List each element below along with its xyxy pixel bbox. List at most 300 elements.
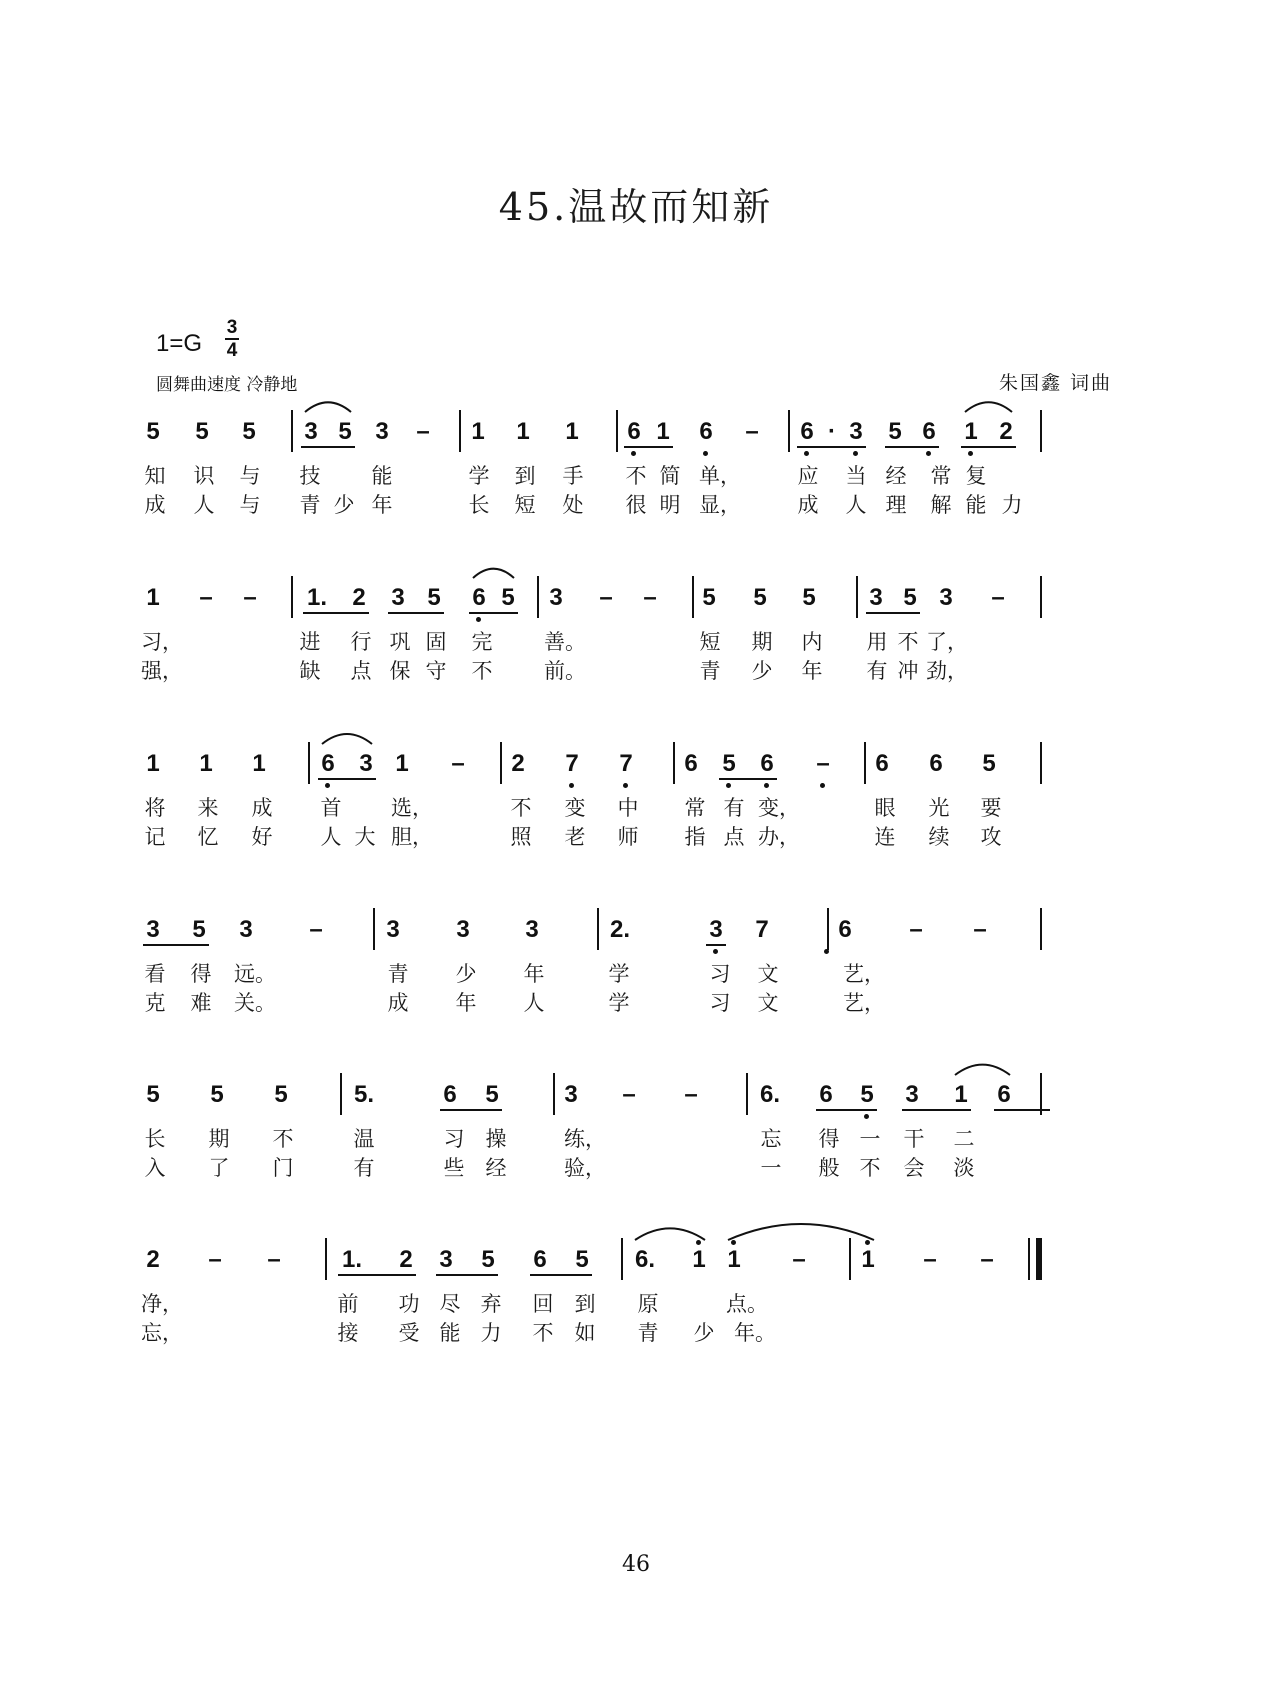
lyric-syllable: 短 <box>699 630 721 654</box>
note: 3 <box>849 418 863 445</box>
extension-dash: – <box>599 584 613 611</box>
octave-dot-low <box>804 451 809 456</box>
lyric-syllable: 中 <box>617 796 639 820</box>
octave-dot-low <box>623 783 628 788</box>
extension-dash: – <box>243 584 257 611</box>
note: 6 <box>627 418 641 445</box>
barline <box>1040 576 1042 618</box>
beat-underline <box>143 944 209 946</box>
lyric-syllable: 一 <box>760 1156 782 1180</box>
lyric-syllable: 入 <box>144 1156 166 1180</box>
lyric-syllable: 老 <box>564 825 586 849</box>
lyric-syllable: 师 <box>617 825 639 849</box>
note: 1 <box>146 750 160 777</box>
barline <box>616 410 618 452</box>
lyric-syllable: 不 <box>532 1321 554 1345</box>
lyric-syllable: 关。 <box>234 991 276 1015</box>
note: 1. <box>306 584 327 611</box>
note: 3 <box>439 1246 453 1273</box>
octave-dot-low <box>820 783 825 788</box>
lyric-syllable: 不 <box>272 1127 294 1151</box>
lyric-syllable: 与 <box>239 493 261 517</box>
note: 2 <box>399 1246 413 1273</box>
barline <box>308 742 310 784</box>
beat-underline <box>797 446 866 448</box>
beat-underline <box>530 1274 592 1276</box>
lyric-syllable: 攻 <box>980 825 1002 849</box>
lyric-syllable: 期 <box>751 630 773 654</box>
note: 6 <box>929 750 943 777</box>
lyric-syllable: 不 <box>471 659 493 683</box>
lyric-syllable: 如 <box>574 1321 596 1345</box>
lyric-syllable: 技 <box>299 464 321 488</box>
note: 6 <box>800 418 814 445</box>
note: 6 <box>838 916 852 943</box>
note: 3 <box>905 1081 919 1108</box>
note: 1 <box>656 418 670 445</box>
time-signature-bottom: 4 <box>226 340 238 361</box>
lyric-syllable: 照 <box>510 825 532 849</box>
note: 5 <box>485 1081 499 1108</box>
note: 2 <box>146 1246 160 1273</box>
note: 5 <box>753 584 767 611</box>
note: 6 <box>472 584 486 611</box>
octave-dot-low <box>703 451 708 456</box>
lyric-syllable: 点 <box>723 825 745 849</box>
lyric-syllable: 人 <box>523 991 545 1015</box>
lyric-syllable: 完 <box>471 630 493 654</box>
extension-dash: – <box>684 1081 698 1108</box>
extension-dash: – <box>973 916 987 943</box>
lyric-syllable: 有 <box>866 659 888 683</box>
note: 5 <box>195 418 209 445</box>
octave-dot-high <box>865 1240 870 1245</box>
lyric-syllable: 保 <box>389 659 411 683</box>
lyric-syllable: 温 <box>353 1127 375 1151</box>
extension-dash: – <box>991 584 1005 611</box>
extension-dash: – <box>622 1081 636 1108</box>
note: 1 <box>954 1081 968 1108</box>
lyric-syllable: 很 <box>625 493 647 517</box>
octave-dot-low <box>569 783 574 788</box>
note: 5. <box>353 1081 374 1108</box>
barline <box>500 742 502 784</box>
lyric-syllable: 显， <box>699 493 741 517</box>
tempo-marking: 圆舞曲速度 冷静地 <box>156 375 298 395</box>
note: 5 <box>210 1081 224 1108</box>
lyric-syllable: 干 <box>903 1127 925 1151</box>
note: 1 <box>146 584 160 611</box>
note: 6 <box>760 750 774 777</box>
lyric-syllable: 变 <box>564 796 586 820</box>
slur <box>473 569 514 578</box>
lyric-syllable: 经 <box>885 464 907 488</box>
note: 6. <box>759 1081 780 1108</box>
note: 5 <box>242 418 256 445</box>
key-signature: 1=G <box>156 330 203 357</box>
note: 6 <box>443 1081 457 1108</box>
note: 7 <box>565 750 579 777</box>
note: 1 <box>471 418 485 445</box>
lyric-syllable: 选， <box>391 796 433 820</box>
lyric-syllable: 固 <box>425 630 447 654</box>
lyric-syllable: 了， <box>926 630 968 654</box>
note: 5 <box>903 584 917 611</box>
lyric-syllable: 常 <box>930 464 952 488</box>
lyric-syllable: 得 <box>190 962 212 986</box>
barline <box>1040 908 1042 950</box>
lyric-syllable: 练， <box>564 1127 606 1151</box>
beat-underline <box>866 612 920 614</box>
note: · <box>828 418 836 445</box>
barline <box>621 1238 623 1280</box>
note: 1 <box>565 418 579 445</box>
lyric-syllable: 净， <box>141 1292 183 1316</box>
lyric-syllable: 人 <box>845 493 867 517</box>
note: 5 <box>860 1081 874 1108</box>
lyric-syllable: 艺， <box>843 991 885 1015</box>
lyric-syllable: 看 <box>144 962 166 986</box>
lyric-syllable: 文 <box>757 991 779 1015</box>
composer-credit: 朱国鑫 词曲 <box>998 372 1112 394</box>
note: 5 <box>481 1246 495 1273</box>
lyric-syllable: 单， <box>699 464 741 488</box>
note: 3 <box>709 916 723 943</box>
barline <box>1040 742 1042 784</box>
beat-underline <box>303 612 369 614</box>
barline <box>746 1073 748 1115</box>
extension-dash: – <box>745 418 759 445</box>
note: 2. <box>609 916 630 943</box>
note: 6. <box>634 1246 655 1273</box>
lyric-syllable: 缺 <box>299 659 321 683</box>
lyric-syllable: 识 <box>193 464 215 488</box>
lyric-syllable: 行 <box>350 630 372 654</box>
note: 1 <box>199 750 213 777</box>
lyric-syllable: 短 <box>514 493 536 517</box>
lyric-syllable: 手 <box>562 464 584 488</box>
note: 3 <box>391 584 405 611</box>
lyric-syllable: 习 <box>443 1127 465 1151</box>
note: 5 <box>338 418 352 445</box>
beat-underline <box>338 1274 416 1276</box>
barline <box>291 410 293 452</box>
lyric-syllable: 成 <box>387 991 409 1015</box>
note: 3 <box>939 584 953 611</box>
barline <box>788 410 790 452</box>
lyric-syllable: 处 <box>562 493 584 517</box>
lyric-syllable: 大 <box>354 825 376 849</box>
octave-dot-low <box>764 783 769 788</box>
extension-dash: – <box>208 1246 222 1273</box>
note: 6 <box>321 750 335 777</box>
lyric-syllable: 有 <box>353 1156 375 1180</box>
lyric-syllable: 年 <box>371 493 393 517</box>
lyric-syllable: 指 <box>684 825 706 849</box>
note: 1 <box>727 1246 741 1273</box>
lyric-syllable: 些 <box>443 1156 465 1180</box>
note: 3 <box>564 1081 578 1108</box>
barline <box>673 742 675 784</box>
note: 6 <box>997 1081 1011 1108</box>
note: 1 <box>861 1246 875 1273</box>
lyric-syllable: 忆 <box>197 825 219 849</box>
lyric-syllable: 受 <box>398 1321 420 1345</box>
note: 5 <box>146 1081 160 1108</box>
lyric-syllable: 二 <box>953 1127 975 1151</box>
lyric-syllable: 人 <box>320 825 342 849</box>
beat-underline <box>318 778 376 780</box>
extension-dash: – <box>792 1246 806 1273</box>
lyric-syllable: 尽 <box>439 1292 461 1316</box>
lyric-syllable: 到 <box>514 464 536 488</box>
barline <box>373 908 375 950</box>
lyric-syllable: 期 <box>208 1127 230 1151</box>
lyric-syllable: 弃 <box>480 1292 502 1316</box>
lyric-syllable: 不 <box>897 630 919 654</box>
lyric-syllable: 少 <box>455 962 477 986</box>
lyric-syllable: 文 <box>757 962 779 986</box>
note: 3 <box>375 418 389 445</box>
note: 3 <box>359 750 373 777</box>
lyric-syllable: 学 <box>608 991 630 1015</box>
lyric-syllable: 淡 <box>953 1156 975 1180</box>
lyric-syllable: 难 <box>190 991 212 1015</box>
lyric-syllable: 青 <box>387 962 409 986</box>
lyric-syllable: 接 <box>337 1321 359 1345</box>
barline <box>864 742 866 784</box>
lyric-syllable: 常 <box>684 796 706 820</box>
lyric-syllable: 原 <box>637 1292 659 1316</box>
lyric-syllable: 好 <box>251 825 273 849</box>
lyric-syllable: 得 <box>818 1127 840 1151</box>
lyric-syllable: 学 <box>608 962 630 986</box>
lyric-syllable: 少 <box>751 659 773 683</box>
lyric-syllable: 功 <box>398 1292 420 1316</box>
lyric-syllable: 会 <box>903 1156 925 1180</box>
lyric-syllable: 当 <box>845 464 867 488</box>
lyric-syllable: 长 <box>468 493 490 517</box>
lyric-syllable: 与 <box>239 464 261 488</box>
beat-underline <box>719 778 777 780</box>
lyric-syllable: 前。 <box>544 659 586 683</box>
slur <box>305 402 351 412</box>
note: 3 <box>386 916 400 943</box>
note: 5 <box>575 1246 589 1273</box>
lyric-syllable: 不 <box>625 464 647 488</box>
extension-dash: – <box>923 1246 937 1273</box>
barline <box>325 1238 327 1280</box>
note: 6 <box>533 1246 547 1273</box>
lyric-syllable: 应 <box>797 464 819 488</box>
barline <box>291 576 293 618</box>
octave-dot-low <box>968 451 973 456</box>
lyric-syllable: 首 <box>320 796 342 820</box>
lyric-syllable: 人 <box>193 493 215 517</box>
beat-underline <box>902 1109 971 1111</box>
note: 1 <box>252 750 266 777</box>
barline <box>340 1073 342 1115</box>
lyric-syllable: 年 <box>523 962 545 986</box>
lyric-syllable: 忘， <box>141 1321 183 1345</box>
lyric-syllable: 青 <box>299 493 321 517</box>
note: 5 <box>192 916 206 943</box>
octave-dot-low <box>631 451 636 456</box>
lyric-syllable: 有 <box>723 796 745 820</box>
beat-underline <box>706 944 726 946</box>
lyric-syllable: 年 <box>455 991 477 1015</box>
lyric-syllable: 学 <box>468 464 490 488</box>
lyric-syllable: 将 <box>144 796 166 820</box>
barline <box>597 908 599 950</box>
note: 3 <box>146 916 160 943</box>
lyric-syllable: 要 <box>980 796 1002 820</box>
octave-dot-low <box>713 949 718 954</box>
lyric-syllable: 用 <box>866 630 888 654</box>
lyric-syllable: 巩 <box>389 630 411 654</box>
lyric-syllable: 克 <box>144 991 166 1015</box>
note: 2 <box>511 750 525 777</box>
note: 1 <box>692 1246 706 1273</box>
final-barline <box>1036 1238 1042 1280</box>
lyric-syllable: 能 <box>371 464 393 488</box>
beat-underline <box>961 446 1016 448</box>
lyric-syllable: 点。 <box>726 1292 768 1316</box>
lyric-syllable: 少 <box>333 493 355 517</box>
note: 5 <box>274 1081 288 1108</box>
beat-underline <box>469 612 518 614</box>
barline <box>856 576 858 618</box>
note: 1 <box>516 418 530 445</box>
lyric-syllable: 记 <box>144 825 166 849</box>
lyric-syllable: 门 <box>272 1156 294 1180</box>
note: 3 <box>239 916 253 943</box>
lyric-syllable: 年。 <box>734 1321 776 1345</box>
note: 5 <box>802 584 816 611</box>
note: 2 <box>352 584 366 611</box>
note: 6 <box>684 750 698 777</box>
note: 6 <box>922 418 936 445</box>
note: 1. <box>341 1246 362 1273</box>
lyric-syllable: 连 <box>874 825 896 849</box>
note: 5 <box>722 750 736 777</box>
lyric-syllable: 习 <box>709 991 731 1015</box>
lyric-syllable: 能 <box>965 493 987 517</box>
lyric-syllable: 不 <box>859 1156 881 1180</box>
note: 3 <box>525 916 539 943</box>
lyric-syllable: 般 <box>818 1156 840 1180</box>
note: 5 <box>501 584 515 611</box>
final-barline-thin <box>1028 1238 1030 1280</box>
note: 5 <box>146 418 160 445</box>
note: 7 <box>619 750 633 777</box>
note: 6 <box>699 418 713 445</box>
note: 3 <box>549 584 563 611</box>
lyric-syllable: 明 <box>659 493 681 517</box>
lyric-syllable: 光 <box>928 796 950 820</box>
lyric-syllable: 知 <box>144 464 166 488</box>
octave-dot-low <box>864 1114 869 1119</box>
lyric-syllable: 经 <box>485 1156 507 1180</box>
slur <box>965 402 1012 412</box>
extension-dash: – <box>980 1246 994 1273</box>
extension-dash: – <box>309 916 323 943</box>
octave-dot-low <box>824 949 829 954</box>
note: 5 <box>888 418 902 445</box>
lyric-syllable: 守 <box>425 659 447 683</box>
beat-underline <box>885 446 939 448</box>
extension-dash: – <box>643 584 657 611</box>
lyric-syllable: 青 <box>699 659 721 683</box>
slur <box>955 1065 1010 1075</box>
barline <box>537 576 539 618</box>
lyric-syllable: 简 <box>659 464 681 488</box>
octave-dot-low <box>476 617 481 622</box>
lyric-syllable: 善。 <box>544 630 586 654</box>
lyric-syllable: 理 <box>885 493 907 517</box>
lyric-syllable: 不 <box>510 796 532 820</box>
beat-underline <box>440 1109 502 1111</box>
barline <box>692 576 694 618</box>
beat-underline <box>436 1274 498 1276</box>
note: 6 <box>819 1081 833 1108</box>
lyric-syllable: 成 <box>144 493 166 517</box>
extension-dash: – <box>416 418 430 445</box>
note: 6 <box>875 750 889 777</box>
lyric-syllable: 胆， <box>391 825 433 849</box>
lyric-syllable: 青 <box>637 1321 659 1345</box>
note: 1 <box>964 418 978 445</box>
lyric-syllable: 验， <box>564 1156 606 1180</box>
time-signature <box>225 318 239 360</box>
lyric-syllable: 来 <box>197 796 219 820</box>
lyric-syllable: 变， <box>758 796 800 820</box>
slur <box>635 1228 705 1240</box>
lyric-syllable: 眼 <box>874 796 896 820</box>
barline <box>1040 410 1042 452</box>
barline <box>849 1238 851 1280</box>
barline <box>827 908 829 950</box>
beat-underline <box>388 612 444 614</box>
note: 7 <box>755 916 769 943</box>
lyric-syllable: 回 <box>532 1292 554 1316</box>
lyric-syllable: 忘 <box>760 1127 782 1151</box>
lyric-syllable: 习， <box>141 630 183 654</box>
lyric-syllable: 内 <box>801 630 823 654</box>
note: 5 <box>702 584 716 611</box>
extension-dash: – <box>267 1246 281 1273</box>
lyric-syllable: 到 <box>574 1292 596 1316</box>
note: 2 <box>999 418 1013 445</box>
lyric-syllable: 冲 <box>897 659 919 683</box>
lyric-syllable: 远。 <box>234 962 276 986</box>
note: 3 <box>869 584 883 611</box>
lyric-syllable: 年 <box>801 659 823 683</box>
extension-dash: – <box>909 916 923 943</box>
barline <box>553 1073 555 1115</box>
beat-underline <box>816 1109 877 1111</box>
note: 5 <box>427 584 441 611</box>
note: 1 <box>395 750 409 777</box>
lyric-syllable: 习 <box>709 962 731 986</box>
lyric-syllable: 艺， <box>843 962 885 986</box>
extension-dash: – <box>816 750 830 777</box>
octave-dot-high <box>696 1240 701 1245</box>
slur <box>728 1224 874 1240</box>
lyric-syllable: 办， <box>758 825 800 849</box>
beat-underline <box>624 446 673 448</box>
lyric-syllable: 长 <box>144 1127 166 1151</box>
